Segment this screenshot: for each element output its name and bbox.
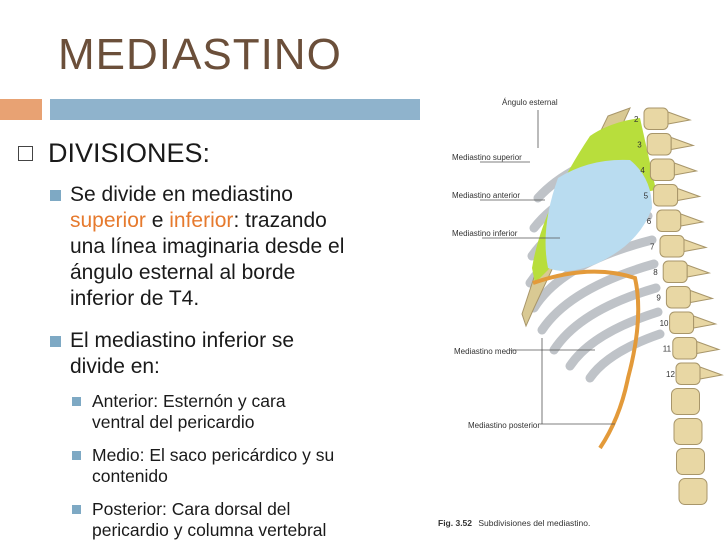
- vertebra-process: [700, 367, 722, 379]
- figure-caption: Fig. 3.52 Subdivisiones del mediastino.: [438, 518, 591, 528]
- vertebra-process: [690, 291, 712, 303]
- vertebra-number: 3: [637, 140, 642, 150]
- vertebra-body: [663, 261, 687, 283]
- vertebra-number: 11: [662, 344, 672, 354]
- mediastinum-figure: [430, 78, 728, 546]
- vertebra-number: 4: [640, 166, 645, 175]
- lumbar-vertebra: [672, 389, 700, 415]
- vertebra-number: 6: [646, 217, 652, 226]
- label-mediastino-superior: Mediastino superior: [452, 153, 522, 162]
- vertebra-body: [654, 185, 678, 207]
- mediastinum-illustration: [430, 78, 728, 546]
- vertebra-body: [644, 108, 668, 130]
- vertebra-body: [657, 210, 681, 232]
- highlight-superior: superior: [70, 209, 146, 232]
- label-mediastino-inferior: Mediastino inferior: [452, 229, 518, 238]
- bullet-text: Posterior: Cara dorsal del pericardio y columna vertebral: [92, 499, 327, 540]
- bullet-text: Medio: El saco pericárdico y su contenido: [92, 445, 335, 486]
- vertebra-body: [670, 312, 694, 334]
- square-bullet-icon: [72, 505, 81, 514]
- vertebra-number: 5: [643, 191, 649, 201]
- bullet-text: Se divide en mediastino superior e inferior: trazando una línea imaginaria desde el ángulo esternal al borde inferior de T4.: [70, 183, 345, 310]
- bullet-text: DIVISIONES:: [48, 138, 211, 168]
- vertebra-process: [687, 265, 709, 277]
- square-bullet-icon: [50, 336, 61, 347]
- square-bullet-icon: [72, 451, 81, 460]
- label-mediastino-posterior: Mediastino posterior: [468, 421, 541, 430]
- vertebra-number: 8: [653, 268, 658, 277]
- square-bullet-icon: [72, 397, 81, 406]
- vertebra-body: [647, 134, 671, 156]
- highlight-inferior: inferior: [169, 209, 234, 232]
- lumbar-vertebra: [674, 419, 702, 445]
- lumbar-vertebra: [677, 449, 705, 475]
- bullet-text: El mediastino inferior se divide en:: [70, 329, 295, 378]
- vertebra-process: [671, 138, 693, 150]
- vertebra-number: 7: [650, 242, 655, 252]
- vertebra-process: [681, 214, 703, 226]
- vertebra-body: [673, 338, 697, 360]
- label-angulo-esternal: Ángulo esternal: [502, 98, 558, 107]
- lumbar-vertebra: [679, 479, 707, 505]
- vertebra-number: 9: [656, 293, 661, 303]
- vertebra-number: 10: [659, 319, 669, 328]
- vertebra-process: [697, 342, 719, 354]
- checkbox-bullet-icon: [18, 146, 33, 161]
- vertebra-body: [650, 159, 674, 181]
- vertebra-body: [666, 287, 690, 309]
- square-bullet-icon: [50, 190, 61, 201]
- bullet-text: Anterior: Esternón y cara ventral del pericardio: [92, 391, 286, 432]
- accent-bar-blue: [50, 99, 420, 120]
- label-mediastino-anterior: Mediastino anterior: [452, 191, 521, 200]
- vertebra-number: 2: [634, 115, 639, 124]
- vertebra-number: 12: [666, 370, 675, 379]
- label-mediastino-medio: Mediastino medio: [454, 347, 517, 356]
- vertebra-process: [674, 163, 696, 175]
- vertebra-process: [678, 189, 700, 201]
- vertebra-process: [684, 240, 706, 252]
- accent-bar-orange: [0, 99, 42, 120]
- vertebra-body: [676, 363, 700, 385]
- vertebra-process: [694, 316, 716, 328]
- vertebra-process: [668, 112, 690, 124]
- slide-title: MEDIASTINO: [58, 30, 342, 79]
- vertebra-body: [660, 236, 684, 258]
- inferior-mediastinum-region: [546, 160, 652, 271]
